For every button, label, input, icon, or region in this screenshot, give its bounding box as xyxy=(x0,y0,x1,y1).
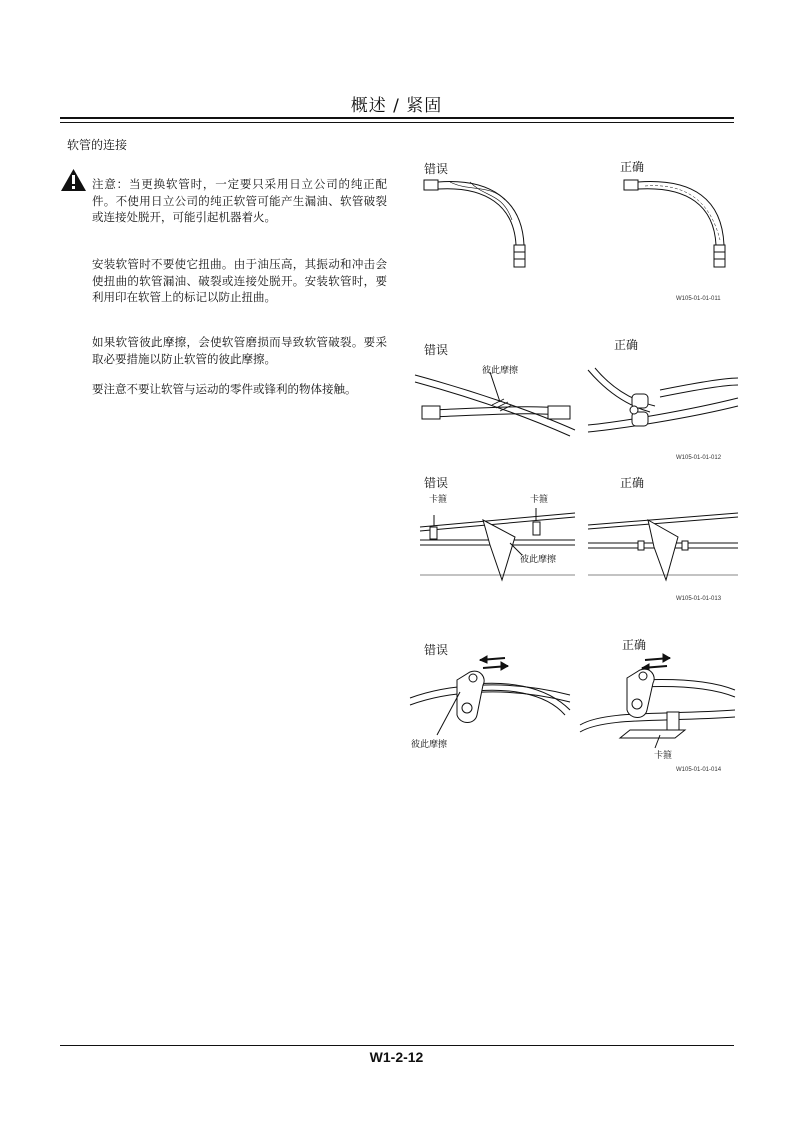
fig2-code: W105-01-01-012 xyxy=(676,455,722,461)
fig3-clamp-right-label: 卡箍 xyxy=(530,495,549,505)
fig1-code: W105-01-01-011 xyxy=(676,296,721,302)
fig3-hose-illustration xyxy=(410,505,740,585)
fig4-hose-illustration xyxy=(405,650,740,750)
contact-paragraph: 要注意不要让软管与运动的零件或锋利的物体接触。 xyxy=(92,382,357,396)
fig2-wrong-label: 错误 xyxy=(424,343,449,357)
fig1-right-label: 正确 xyxy=(620,160,645,174)
header-rule-thin xyxy=(60,122,734,123)
fig3-right-label: 正确 xyxy=(620,476,645,490)
fig4-wrong-label: 错误 xyxy=(424,643,449,657)
fig3-rubbing-callout: 彼此摩擦 xyxy=(520,555,557,565)
page-title: 概述 / 紧固 xyxy=(350,96,443,116)
fig3-clamp-left-label: 卡箍 xyxy=(429,495,448,505)
section-heading: 软管的连接 xyxy=(67,138,128,152)
fig4-rubbing-callout: 彼此摩擦 xyxy=(411,740,448,750)
warning-paragraph: 注意：当更换软管时，一定要只采用日立公司的纯正配件。不使用日立公司的纯正软管可能产生漏油、软管破裂或连接处脱开，可能引起机器着火。 xyxy=(92,177,387,224)
twist-paragraph: 安装软管时不要使它扭曲。由于油压高，其振动和冲击会使扭曲的软管漏油、破裂或连接处脱开。安装软管时，要利用印在软管上的标记以防止扭曲。 xyxy=(92,257,387,304)
fig3-code: W105-01-01-013 xyxy=(676,596,722,602)
fig1-wrong-label: 错误 xyxy=(424,162,449,176)
warning-triangle-icon xyxy=(60,168,87,192)
fig2-right-label: 正确 xyxy=(614,338,639,352)
footer-rule xyxy=(60,1045,734,1046)
fig4-right-label: 正确 xyxy=(622,638,647,652)
page-number: W1-2-12 xyxy=(369,1049,424,1065)
fig2-rubbing-callout: 彼此摩擦 xyxy=(482,366,519,376)
fig2-hose-illustration xyxy=(410,350,740,440)
fig4-clamp-label: 卡箍 xyxy=(654,751,673,761)
header-rule-thick xyxy=(60,117,734,119)
fig1-hose-illustration xyxy=(410,170,740,300)
rubbing-paragraph: 如果软管彼此摩擦，会使软管磨损而导致软管破裂。要采取必要措施以防止软管的彼此摩擦。 xyxy=(92,335,387,366)
fig4-code: W105-01-01-014 xyxy=(676,767,722,773)
fig3-wrong-label: 错误 xyxy=(424,476,449,490)
